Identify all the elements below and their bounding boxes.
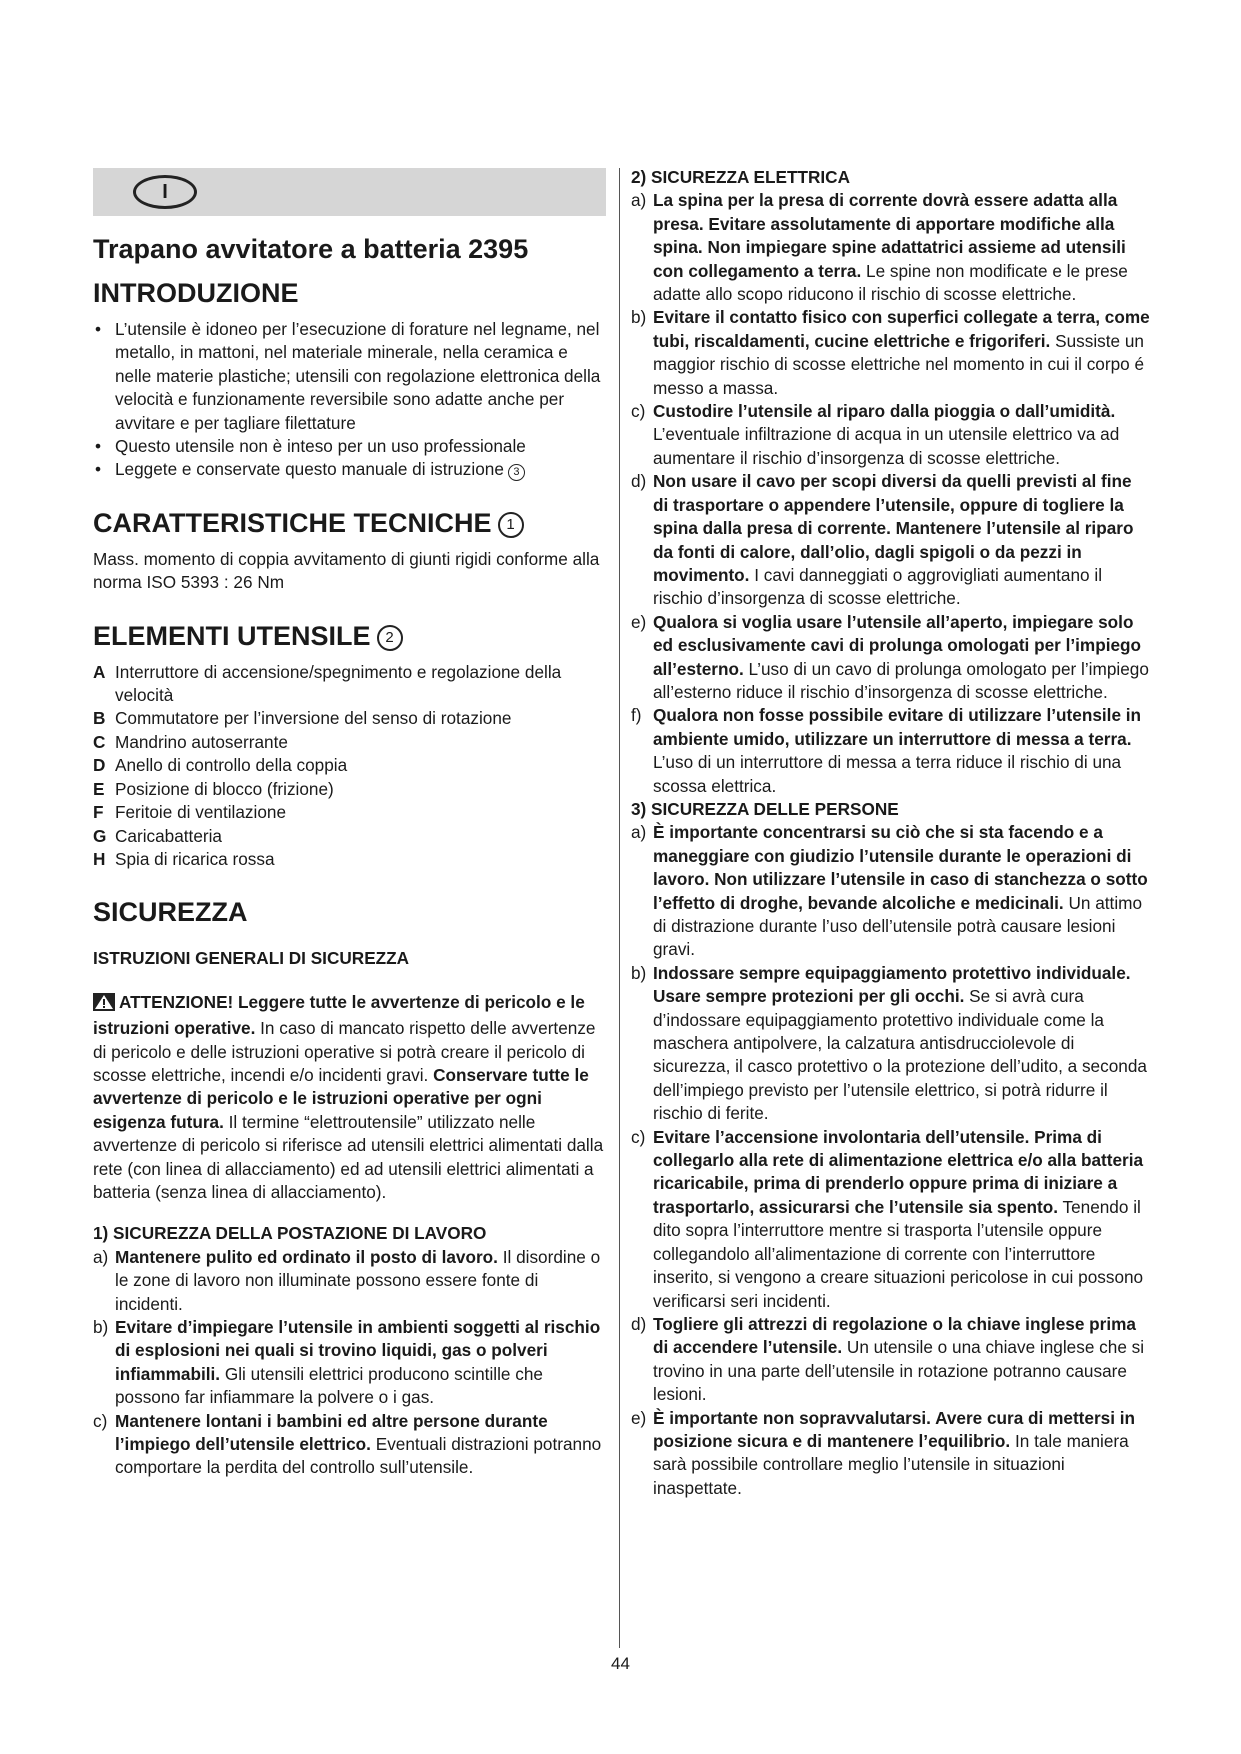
part-item: G Caricabatteria [93,825,222,846]
part-item: A Interruttore di accensione/spegnimento e regolazione della velocità [93,661,562,706]
left-column [93,168,606,1480]
list-item: b) Evitare d’impiegare l’utensile in ambienti soggetti al rischio di esplosioni nei quali si trovino liquidi, gas o polveri infiammabili. Gli utensili elettrici producono scintille che possono far infiammare la polvere o i gas. [93,1317,601,1408]
list-item: d) Togliere gli attrezzi di regolazione o la chiave inglese prima di accendere l’utensile. Un utensile o una chiave inglese che si trovino in una parte dell’utensile in rotazione potranno causare lesioni. [631,1313,1145,1405]
section-1-list [93,1246,606,1480]
list-item: b) Indossare sempre equipaggiamento protettivo individuale. Usare sempre protezioni per gli occhi. Se si avrà cura d’indossare equipaggiamento protettivo individuale come la maschera antipolvere, la calzatura antisdrucciolevole di sicurezza, il casco protettivo o la protezione dell’udito, a seconda dell’impiego previsto per l’utensile elettrico, si potrà ridurre il rischio di ferite. [631,962,1147,1124]
part-item: C Mandrino autoserrante [93,731,288,752]
right-column [631,166,1151,1500]
intro-heading: INTRODUZIONE [93,278,299,308]
list-item: • Leggete e conservate questo manuale di istruzione 3 [93,458,606,481]
list-item: f) Qualora non fosse possibile evitare di utilizzare l’utensile in ambiente umido, utilizzare un interruttore di messa a terra. L’uso di un interruttore di messa a terra riduce il rischio di una scossa elettrica. [631,705,1142,796]
document-title: Trapano avvitatore a batteria 2395 [93,234,529,264]
list-item: a) La spina per la presa di corrente dovrà essere adatta alla presa. Evitare assolutamente di apportare modifiche alla spina. Non impiegare spine adattatrici assieme ad utensili con collegamento a terra. Le spine non modificate e le prese adatte allo scopo riducono il rischio di scosse elettriche. [631,190,1128,305]
list-item: • L’utensile è idoneo per l’esecuzione di forature nel legname, nel metallo, in mattoni, nel materiale minerale, nella ceramica e nelle materie plastiche; utensili con regolazione elettronica della velocità e funzionamente reversibile sono adatte anche per avvitare e per tagliare filettature [93,318,606,435]
page-number: 44 [611,1654,630,1673]
specs-text: Mass. momento di coppia avvitamento di giunti rigidi conforme alla norma ISO 5393 : 26 Nm [93,548,600,593]
list-item: c) Evitare l’accensione involontaria dell’utensile. Prima di collegarlo alla rete di alimentazione elettrica e/o alla batteria ricaricabile, prima di prenderlo oppure prima di iniziare a trasportarlo, assicurarsi che l’utensile sia spento. Tenendo il dito sopra l’interruttore mentre si trasporta l’utensile oppure collegandolo all’alimentazione di corrente con l’interruttore inserito, si vengono a creare situazioni pericolose in cui possono verificarsi seri incidenti. [631,1126,1144,1311]
section-3-heading: 3) SICUREZZA DELLE PERSONE [631,798,899,819]
specs-heading: CARATTERISTICHE TECNICHE 1 [93,506,606,540]
warning-icon [93,993,115,1017]
language-badge: I [133,175,197,209]
list-item: a) Mantenere pulito ed ordinato il posto di lavoro. Il disordine o le zone di lavoro non illuminate possono essere fonte di incidenti. [93,1246,601,1314]
list-item: d) Non usare il cavo per scopi diversi da quelli previsti al fine di trasportare o appendere l’utensile, oppure di togliere la spina dalla presa di corrente. Mantenere l’utensile al riparo da fonti di calore, dall’olio, dagli spigoli o da pezzi in movimento. I cavi danneggiati o aggrovigliati aumentano il rischio d’insorgenza di scosse elettriche. [631,471,1134,609]
figure-ref-2: 2 [377,625,403,651]
safety-subheading: ISTRUZIONI GENERALI DI SICUREZZA [93,948,410,969]
parts-heading: ELEMENTI UTENSILE 2 [93,619,606,653]
list-item: b) Evitare il contatto fisico con superfici collegate a terra, come tubi, riscaldamenti, cucine elettriche e frigoriferi. Sussiste un maggior rischio di scosse elettriche nel momento in cui il corpo é messo a massa. [631,307,1150,398]
section-3-list [631,821,1151,1500]
list-item: e) Qualora si voglia usare l’utensile all’aperto, impiegare solo ed esclusivamente cavi di prolunga omologati per l’impiego all’esterno. L’uso di un cavo di prolunga omologato per l’impiego all’esterno riduce il rischio d’insorgenza di scosse elettriche. [631,611,1149,702]
list-item: a) È importante concentrarsi su ciò che si sta facendo e a maneggiare con giudizio l’utensile durante le operazioni di lavoro. Non utilizzare l’utensile in caso di stanchezza o sotto l’effetto di droghe, bevande alcoliche e medicinali. Un attimo di distrazione durante l’uso dell’utensile potrà causare lesioni gravi. [631,822,1148,960]
language-bar [93,168,606,216]
figure-ref-1: 1 [498,512,524,538]
list-item: c) Mantenere lontani i bambini ed altre persone durante l’impiego dell’utensile elettrico. Eventuali distrazioni potranno comportare la perdita del controllo sull’utensile. [93,1410,602,1478]
part-item: B Commutatore per l’inversione del senso di rotazione [93,708,512,729]
list-item: c) Custodire l’utensile al riparo dalla pioggia o dall’umidità. L’eventuale infiltrazione di acqua in un utensile elettrico va ad aumentare il rischio d’insorgenza di scosse elettriche. [631,401,1120,468]
part-item: H Spia di ricarica rossa [93,848,275,869]
safety-warning: ATTENZIONE! Leggere tutte le avvertenze di pericolo e le istruzioni operative. In caso di mancato rispetto delle avvertenze di pericolo e delle istruzioni operative si potrà creare il pericolo di scosse elettriche, incendi e/o incidenti gravi. Conservare tutte le avvertenze di pericolo e le istruzioni operative per ogni esigenza futura. Il termine “elettroutensile” utilizzato nelle avvertenze di pericolo si riferisce ad utensili elettrici alimentati dalla rete (con linea di allacciamento) ed ad utensili elettrici alimentati a batteria (senza linea di allacciamento). [93,991,604,1202]
part-item: D Anello di controllo della coppia [93,755,348,776]
part-item: E Posizione di blocco (frizione) [93,778,334,799]
list-item: • Questo utensile non è inteso per un uso professionale [93,435,606,458]
section-2-heading: 2) SICUREZZA ELETTRICA [631,167,850,187]
intro-list [93,318,606,482]
section-1-heading: 1) SICUREZZA DELLA POSTAZIONE DI LAVORO [93,1223,487,1244]
list-item: e) È importante non sopravvalutarsi. Avere cura di mettersi in posizione sicura e di mantenere l’equilibrio. In tale maniera sarà possibile controllare meglio l’utensile in situazioni inaspettate. [631,1407,1136,1498]
section-2-list [631,189,1151,798]
figure-ref-3: 3 [508,464,525,481]
safety-heading: SICUREZZA [93,897,248,928]
parts-list [93,661,606,872]
column-divider [619,168,620,1648]
part-item: F Feritoie di ventilazione [93,802,287,823]
